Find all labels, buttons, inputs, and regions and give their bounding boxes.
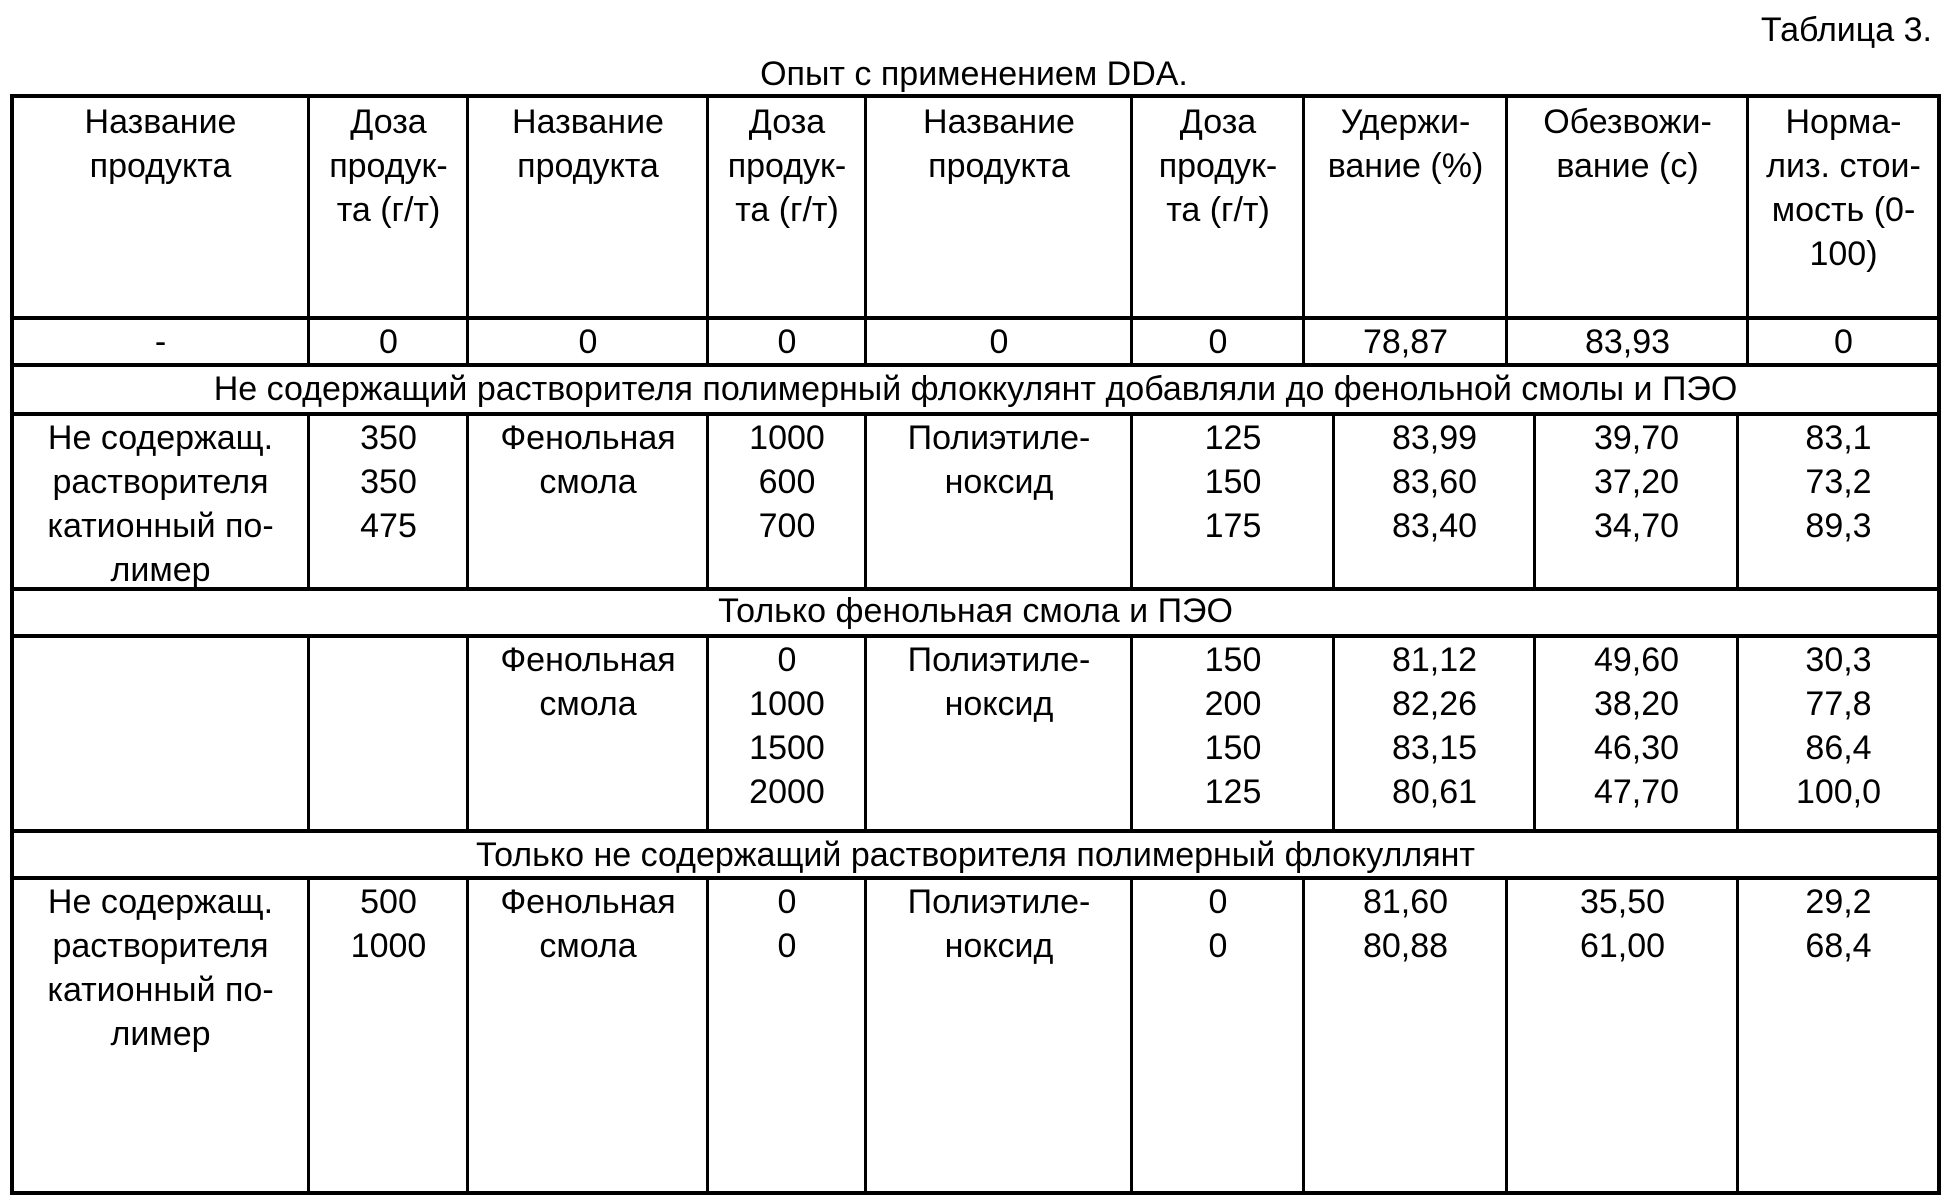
header-retention: Удержи- вание (%) — [1327, 103, 1484, 185]
s2-product-3: Полиэтиле- ноксид — [907, 641, 1091, 723]
baseline-cell: 0 — [1208, 323, 1228, 361]
baseline-cell: 0 — [777, 323, 797, 361]
s1-product-2: Фенольная смола — [500, 419, 676, 501]
baseline-cell: 0 — [379, 323, 398, 361]
baseline-cell: 83,93 — [1584, 323, 1671, 361]
s1-normalized-cost: 83,1 73,2 89,3 — [1805, 419, 1872, 545]
header-dewatering: Обезвожи- вание (с) — [1543, 103, 1712, 185]
s3-product-3: Полиэтиле- ноксид — [907, 883, 1091, 965]
s1-dose-2: 1000 600 700 — [749, 419, 825, 545]
s3-dewatering: 35,50 61,00 — [1579, 883, 1666, 965]
s3-product-2: Фенольная смола — [500, 883, 676, 965]
baseline-cell: 0 — [578, 323, 598, 361]
table-label: Таблица 3. — [1760, 11, 1932, 49]
header-product-name-1: Название продукта — [84, 103, 237, 185]
s2-retention: 81,12 82,26 83,15 80,61 — [1391, 641, 1478, 811]
header-dose-2: Доза продук- та (г/т) — [727, 103, 847, 229]
s1-product-1: Не содержащ. растворителя катионный по- лимер — [47, 419, 274, 589]
s2-dose-2: 0 1000 1500 2000 — [749, 641, 825, 811]
s2-product-2: Фенольная смола — [500, 641, 676, 723]
table-border-top — [10, 94, 1941, 98]
s3-dose-1: 500 1000 — [350, 883, 427, 965]
table-border-bottom — [10, 1191, 1941, 1195]
s1-product-3: Полиэтиле- ноксид — [907, 419, 1091, 501]
s1-dewatering: 39,70 37,20 34,70 — [1593, 419, 1680, 545]
s3-normalized-cost: 29,2 68,4 — [1805, 883, 1872, 965]
baseline-cell: 0 — [989, 323, 1009, 361]
section-title: Не содержащий растворителя полимерный флоккулянт добавляли до фенольной смолы и ПЭО — [213, 370, 1738, 408]
s2-normalized-cost: 30,3 77,8 86,4 100,0 — [1795, 641, 1882, 811]
s1-dose-3: 125 150 175 — [1204, 419, 1262, 545]
s1-retention: 83,99 83,60 83,40 — [1391, 419, 1478, 545]
table-caption: Опыт с применением DDA. — [760, 55, 1188, 93]
s3-product-1: Не содержащ. растворителя катионный по- лимер — [47, 883, 274, 1053]
baseline-cell: 0 — [1834, 323, 1853, 361]
s2-dose-3: 150 200 150 125 — [1204, 641, 1262, 811]
s2-dewatering: 49,60 38,20 46,30 47,70 — [1593, 641, 1680, 811]
baseline-cell: 78,87 — [1362, 323, 1449, 361]
s3-retention: 81,60 80,88 — [1362, 883, 1449, 965]
section-title: Только фенольная смола и ПЭО — [718, 592, 1233, 630]
section-title: Только не содержащий растворителя полимерный флокуллянт — [476, 836, 1475, 874]
header-product-name-3: Название продукта — [923, 103, 1075, 185]
s1-dose-1: 350 350 475 — [360, 419, 417, 545]
header-normalized-cost: Норма- лиз. стои- мость (0- 100) — [1766, 103, 1921, 273]
col-sep — [307, 636, 310, 831]
header-dose-3: Доза продук- та (г/т) — [1158, 103, 1278, 229]
header-dose-1: Доза продук- та (г/т) — [329, 103, 448, 229]
baseline-cell: - — [154, 323, 167, 361]
s3-dose-3: 0 0 — [1208, 883, 1228, 965]
s3-dose-2: 0 0 — [777, 883, 797, 965]
header-product-name-2: Название продукта — [512, 103, 664, 185]
